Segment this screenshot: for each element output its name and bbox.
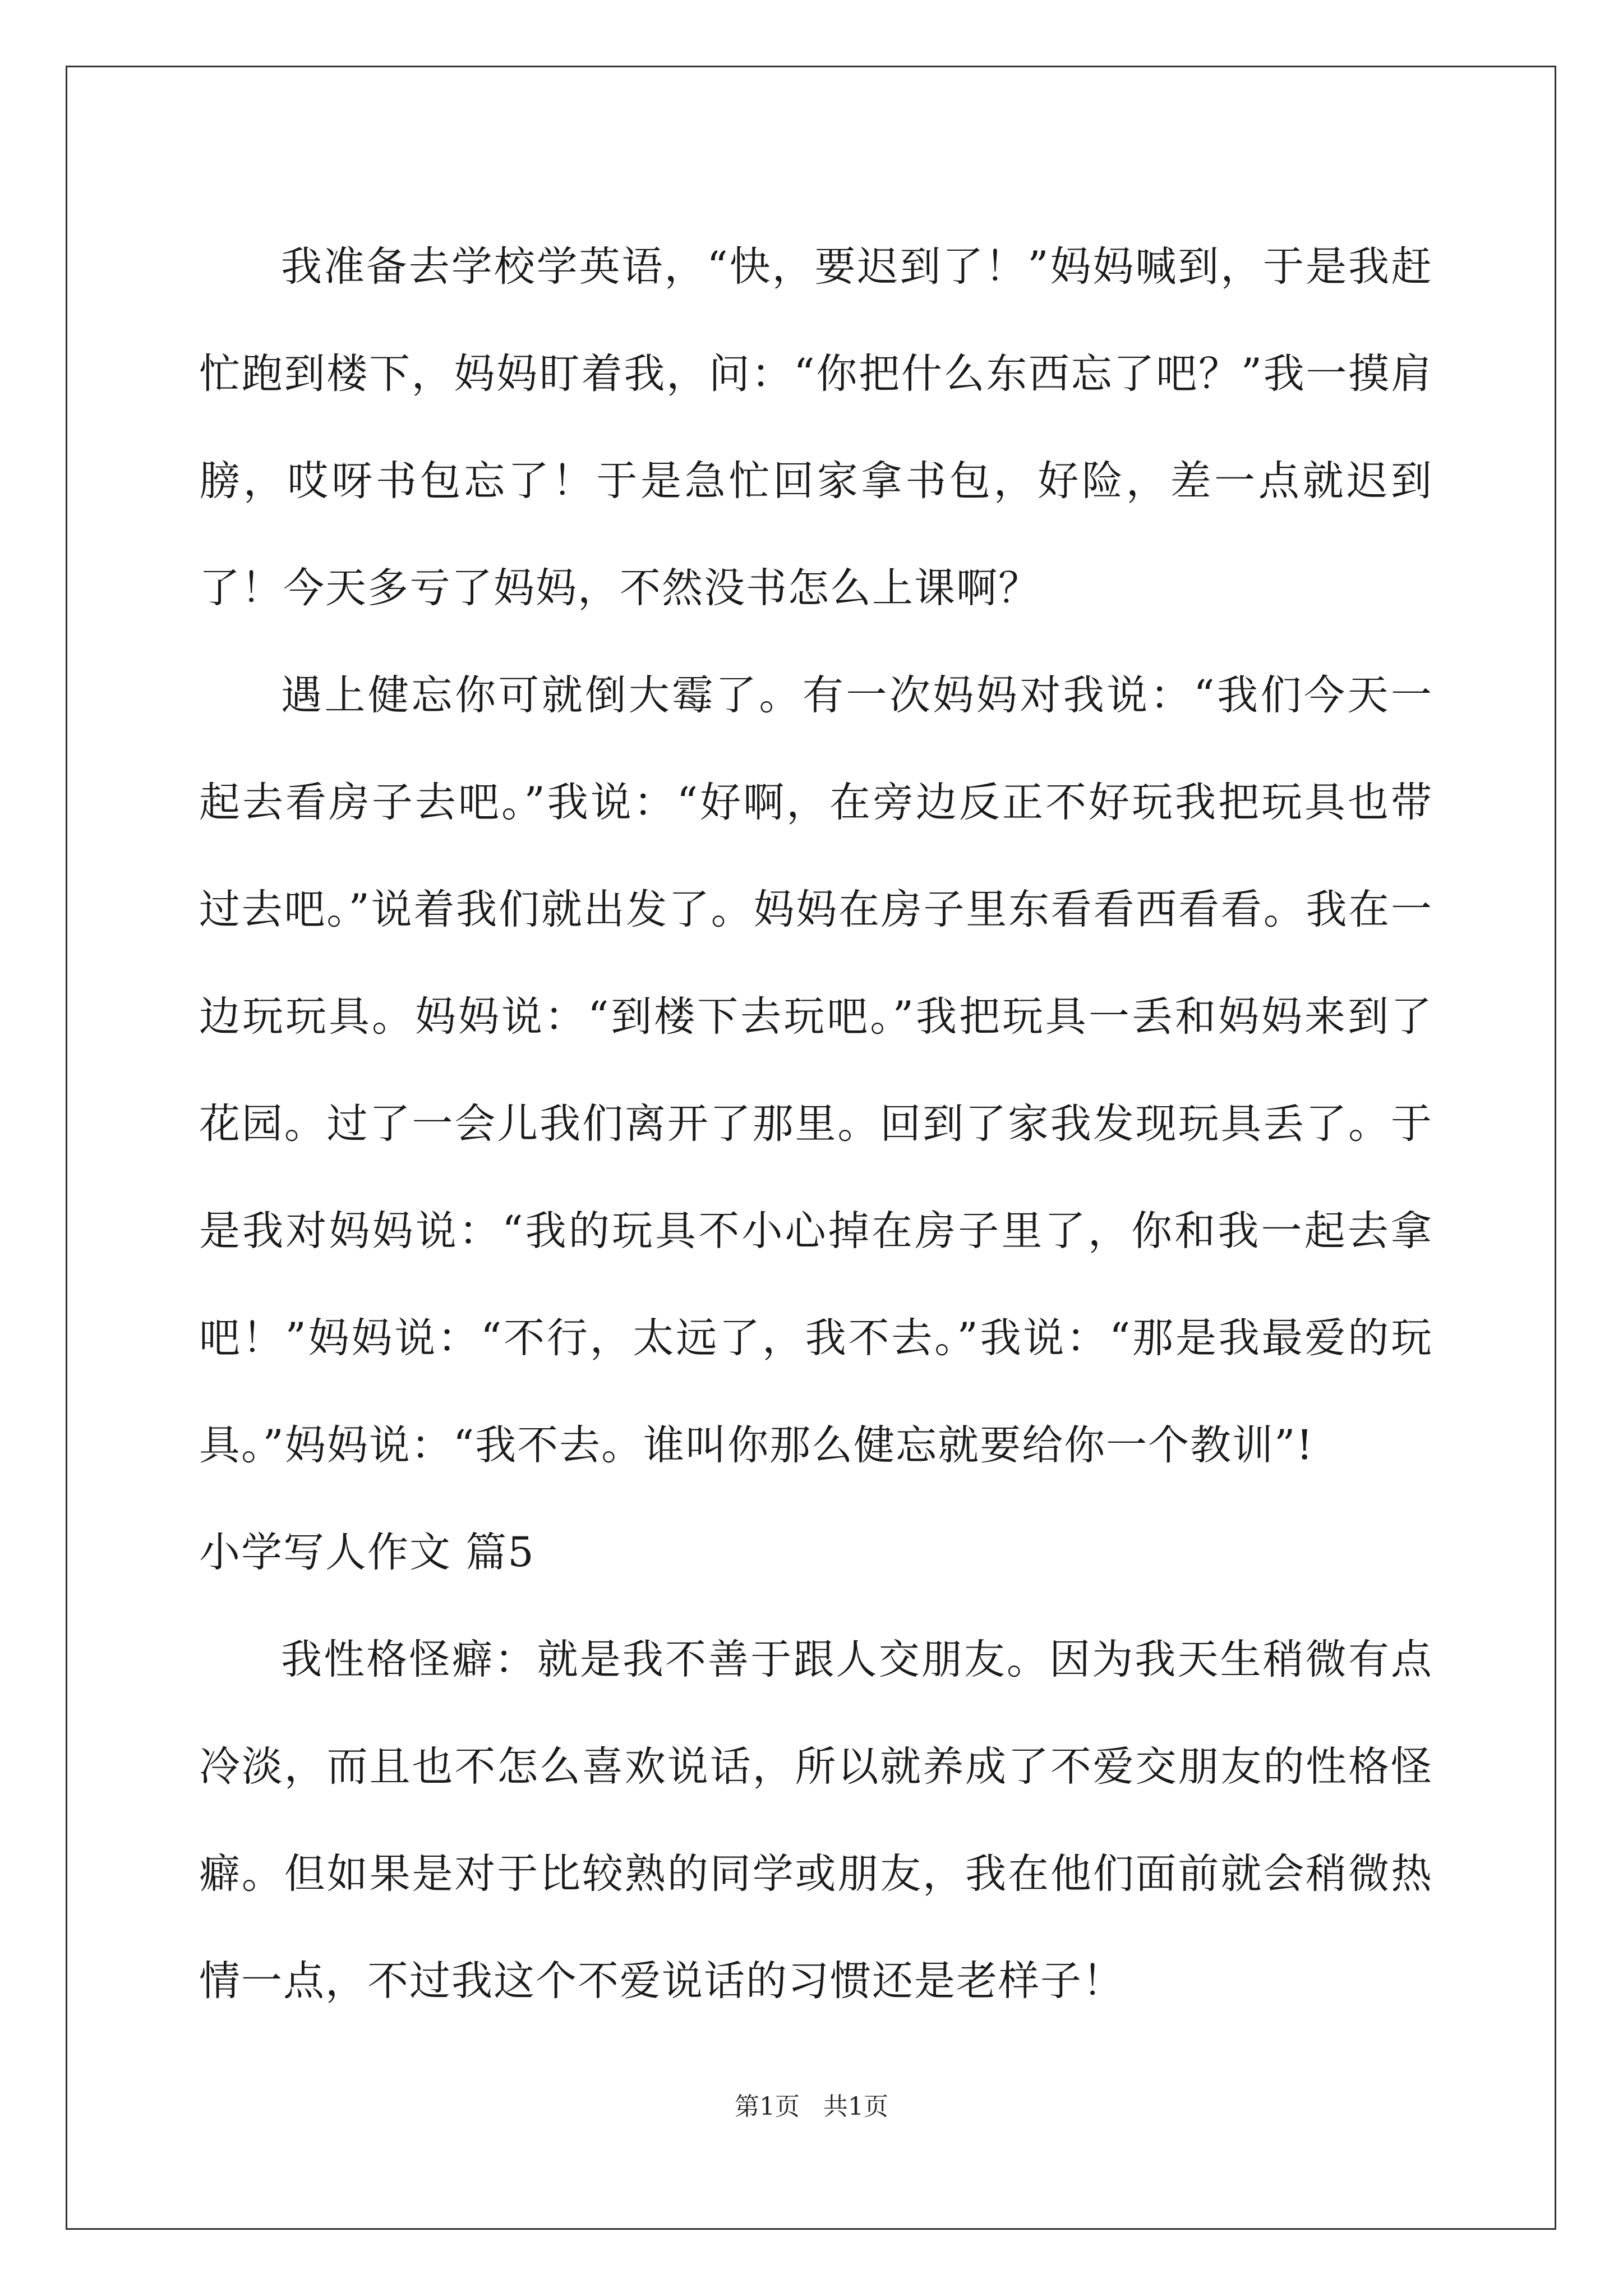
paragraph-1: 我准备去学校学英语，“快，要迟到了！”妈妈喊到，于是我赶忙跑到楼下，妈妈盯着我，问：“你把什么东西忘了吧？”我一摸肩膀，哎呀书包忘了！于是急忙回家拿书包，好险，差一点就迟到了！今天多亏了妈妈，不然没书怎么上课啊？: [199, 243, 1433, 612]
page-footer: [0, 2090, 1623, 2124]
paragraph-3: 我性格怪癖：就是我不善于跟人交朋友。因为我天生稍微有点冷淡，而且也不怎么喜欢说话，所以就养成了不爱交朋友的性格怪癖。但如果是对于比较熟的同学或朋友，我在他们面前就会稍微热情一点，不过我这个不爱说话的习惯还是老样子！: [199, 1636, 1433, 2005]
document-body: [199, 213, 1433, 2035]
page-total: 共1页: [823, 2092, 888, 2121]
section-heading: 小学写人作文 篇5: [199, 1529, 535, 1576]
paragraph-2: 遇上健忘你可就倒大霉了。有一次妈妈对我说：“我们今天一起去看房子去吧。”我说：“好啊，在旁边反正不好玩我把玩具也带过去吧。”说着我们就出发了。妈妈在房子里东看看西看看。我在一边玩玩具。妈妈说：“到楼下去玩吧。”我把玩具一丢和妈妈来到了花园。过了一会儿我们离开了那里。回到了家我发现玩具丢了。于是我对妈妈说：“我的玩具不小心掉在房子里了，你和我一起去拿吧！”妈妈说：“不行，太远了，我不去。”我说：“那是我最爱的玩具。”妈妈说：“我不去。谁叫你那么健忘就要给你一个教训”!: [199, 671, 1433, 1469]
page-number: 第1页: [735, 2092, 800, 2121]
